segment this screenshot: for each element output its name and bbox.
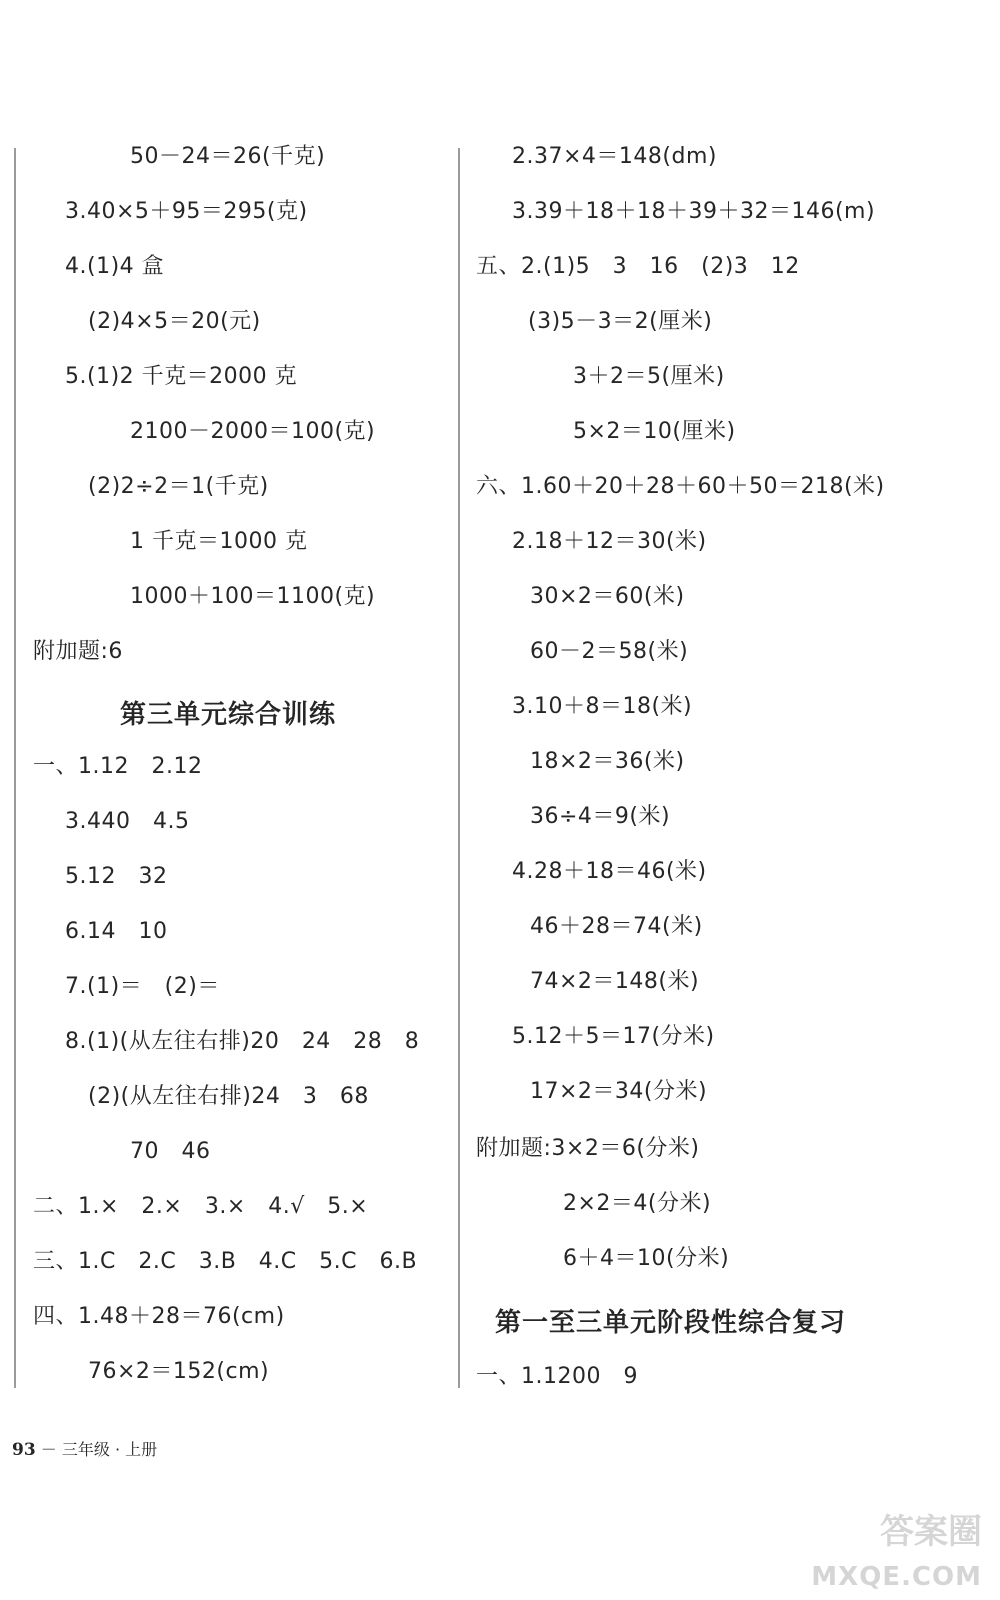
answer-line: 17×2＝34(分米) [530, 1079, 708, 1104]
answer-line: (3)5－3＝2(厘米) [528, 309, 713, 334]
center-column-rule [458, 148, 460, 1388]
answer-line: 7.(1)＝ (2)＝ [65, 974, 220, 999]
answer-line: (2)2÷2＝1(千克) [88, 474, 269, 499]
answer-line: 46＋28＝74(米) [530, 914, 703, 939]
answer-line: (2)(从左往右排)24 3 68 [88, 1084, 369, 1109]
answer-line: 一、1.1200 9 [476, 1364, 638, 1389]
bonus-question-line: 附加题:3×2＝6(分米) [476, 1136, 700, 1161]
answer-line: 3.40×5＋95＝295(克) [65, 199, 308, 224]
answer-line: 二、1.× 2.× 3.× 4.√ 5.× [33, 1194, 369, 1219]
answer-line: 五、2.(1)5 3 16 (2)3 12 [476, 254, 800, 279]
answer-line: 76×2＝152(cm) [88, 1359, 270, 1384]
answer-line: 3＋2＝5(厘米) [573, 364, 725, 389]
answer-line: 6.14 10 [65, 919, 168, 944]
answer-line: 2.37×4＝148(dm) [512, 144, 717, 169]
answer-line: 四、1.48＋28＝76(cm) [33, 1304, 285, 1329]
answer-line: 5.12＋5＝17(分米) [512, 1024, 715, 1049]
answer-line: 36÷4＝9(米) [530, 804, 671, 829]
answer-line: 1 千克＝1000 克 [130, 529, 308, 554]
answer-line: 50－24＝26(千克) [130, 144, 326, 169]
answer-line: 六、1.60＋20＋28＋60＋50＝218(米) [476, 474, 885, 499]
answer-line: 4.(1)4 盒 [65, 254, 165, 279]
section-heading-unit-three: 第三单元综合训练 [120, 700, 337, 730]
answer-line: 1000＋100＝1100(克) [130, 584, 376, 609]
page-number: 93 [12, 1440, 36, 1460]
answer-line: 70 46 [130, 1139, 211, 1164]
section-heading-stage-review: 第一至三单元阶段性综合复习 [495, 1308, 847, 1338]
answer-line: 30×2＝60(米) [530, 584, 685, 609]
answer-line: 5.12 32 [65, 864, 168, 889]
answer-line: 一、1.12 2.12 [33, 754, 203, 779]
bonus-question-line: 附加题:6 [33, 639, 123, 664]
answer-line: 18×2＝36(米) [530, 749, 685, 774]
footer-dash: － [40, 1440, 57, 1459]
answer-line: 3.39＋18＋18＋39＋32＝146(m) [512, 199, 876, 224]
answer-line: 2.18＋12＝30(米) [512, 529, 707, 554]
answer-line: 5×2＝10(厘米) [573, 419, 736, 444]
watermark-bottom-text: MXQE.COM [811, 1562, 982, 1592]
watermark-top-text: 答案圈 [880, 1512, 982, 1552]
watermark-logo [811, 1504, 986, 1592]
answer-line: 三、1.C 2.C 3.B 4.C 5.C 6.B [33, 1249, 418, 1274]
answer-line: 8.(1)(从左往右排)20 24 28 8 [65, 1029, 420, 1054]
answer-line: 5.(1)2 千克＝2000 克 [65, 364, 298, 389]
answer-line: 2100－2000＝100(克) [130, 419, 376, 444]
answer-line: 3.440 4.5 [65, 809, 190, 834]
answer-line: 74×2＝148(米) [530, 969, 700, 994]
grade-label: 三年级 · 上册 [61, 1440, 158, 1459]
left-margin-rule [14, 148, 16, 1388]
answer-line: 2×2＝4(分米) [563, 1191, 712, 1216]
answer-line: 6＋4＝10(分米) [563, 1246, 730, 1271]
answer-line: (2)4×5＝20(元) [88, 309, 261, 334]
answer-line: 60－2＝58(米) [530, 639, 689, 664]
answer-line: 3.10＋8＝18(米) [512, 694, 693, 719]
page-footer [12, 1437, 157, 1460]
answer-line: 4.28＋18＝46(米) [512, 859, 707, 884]
